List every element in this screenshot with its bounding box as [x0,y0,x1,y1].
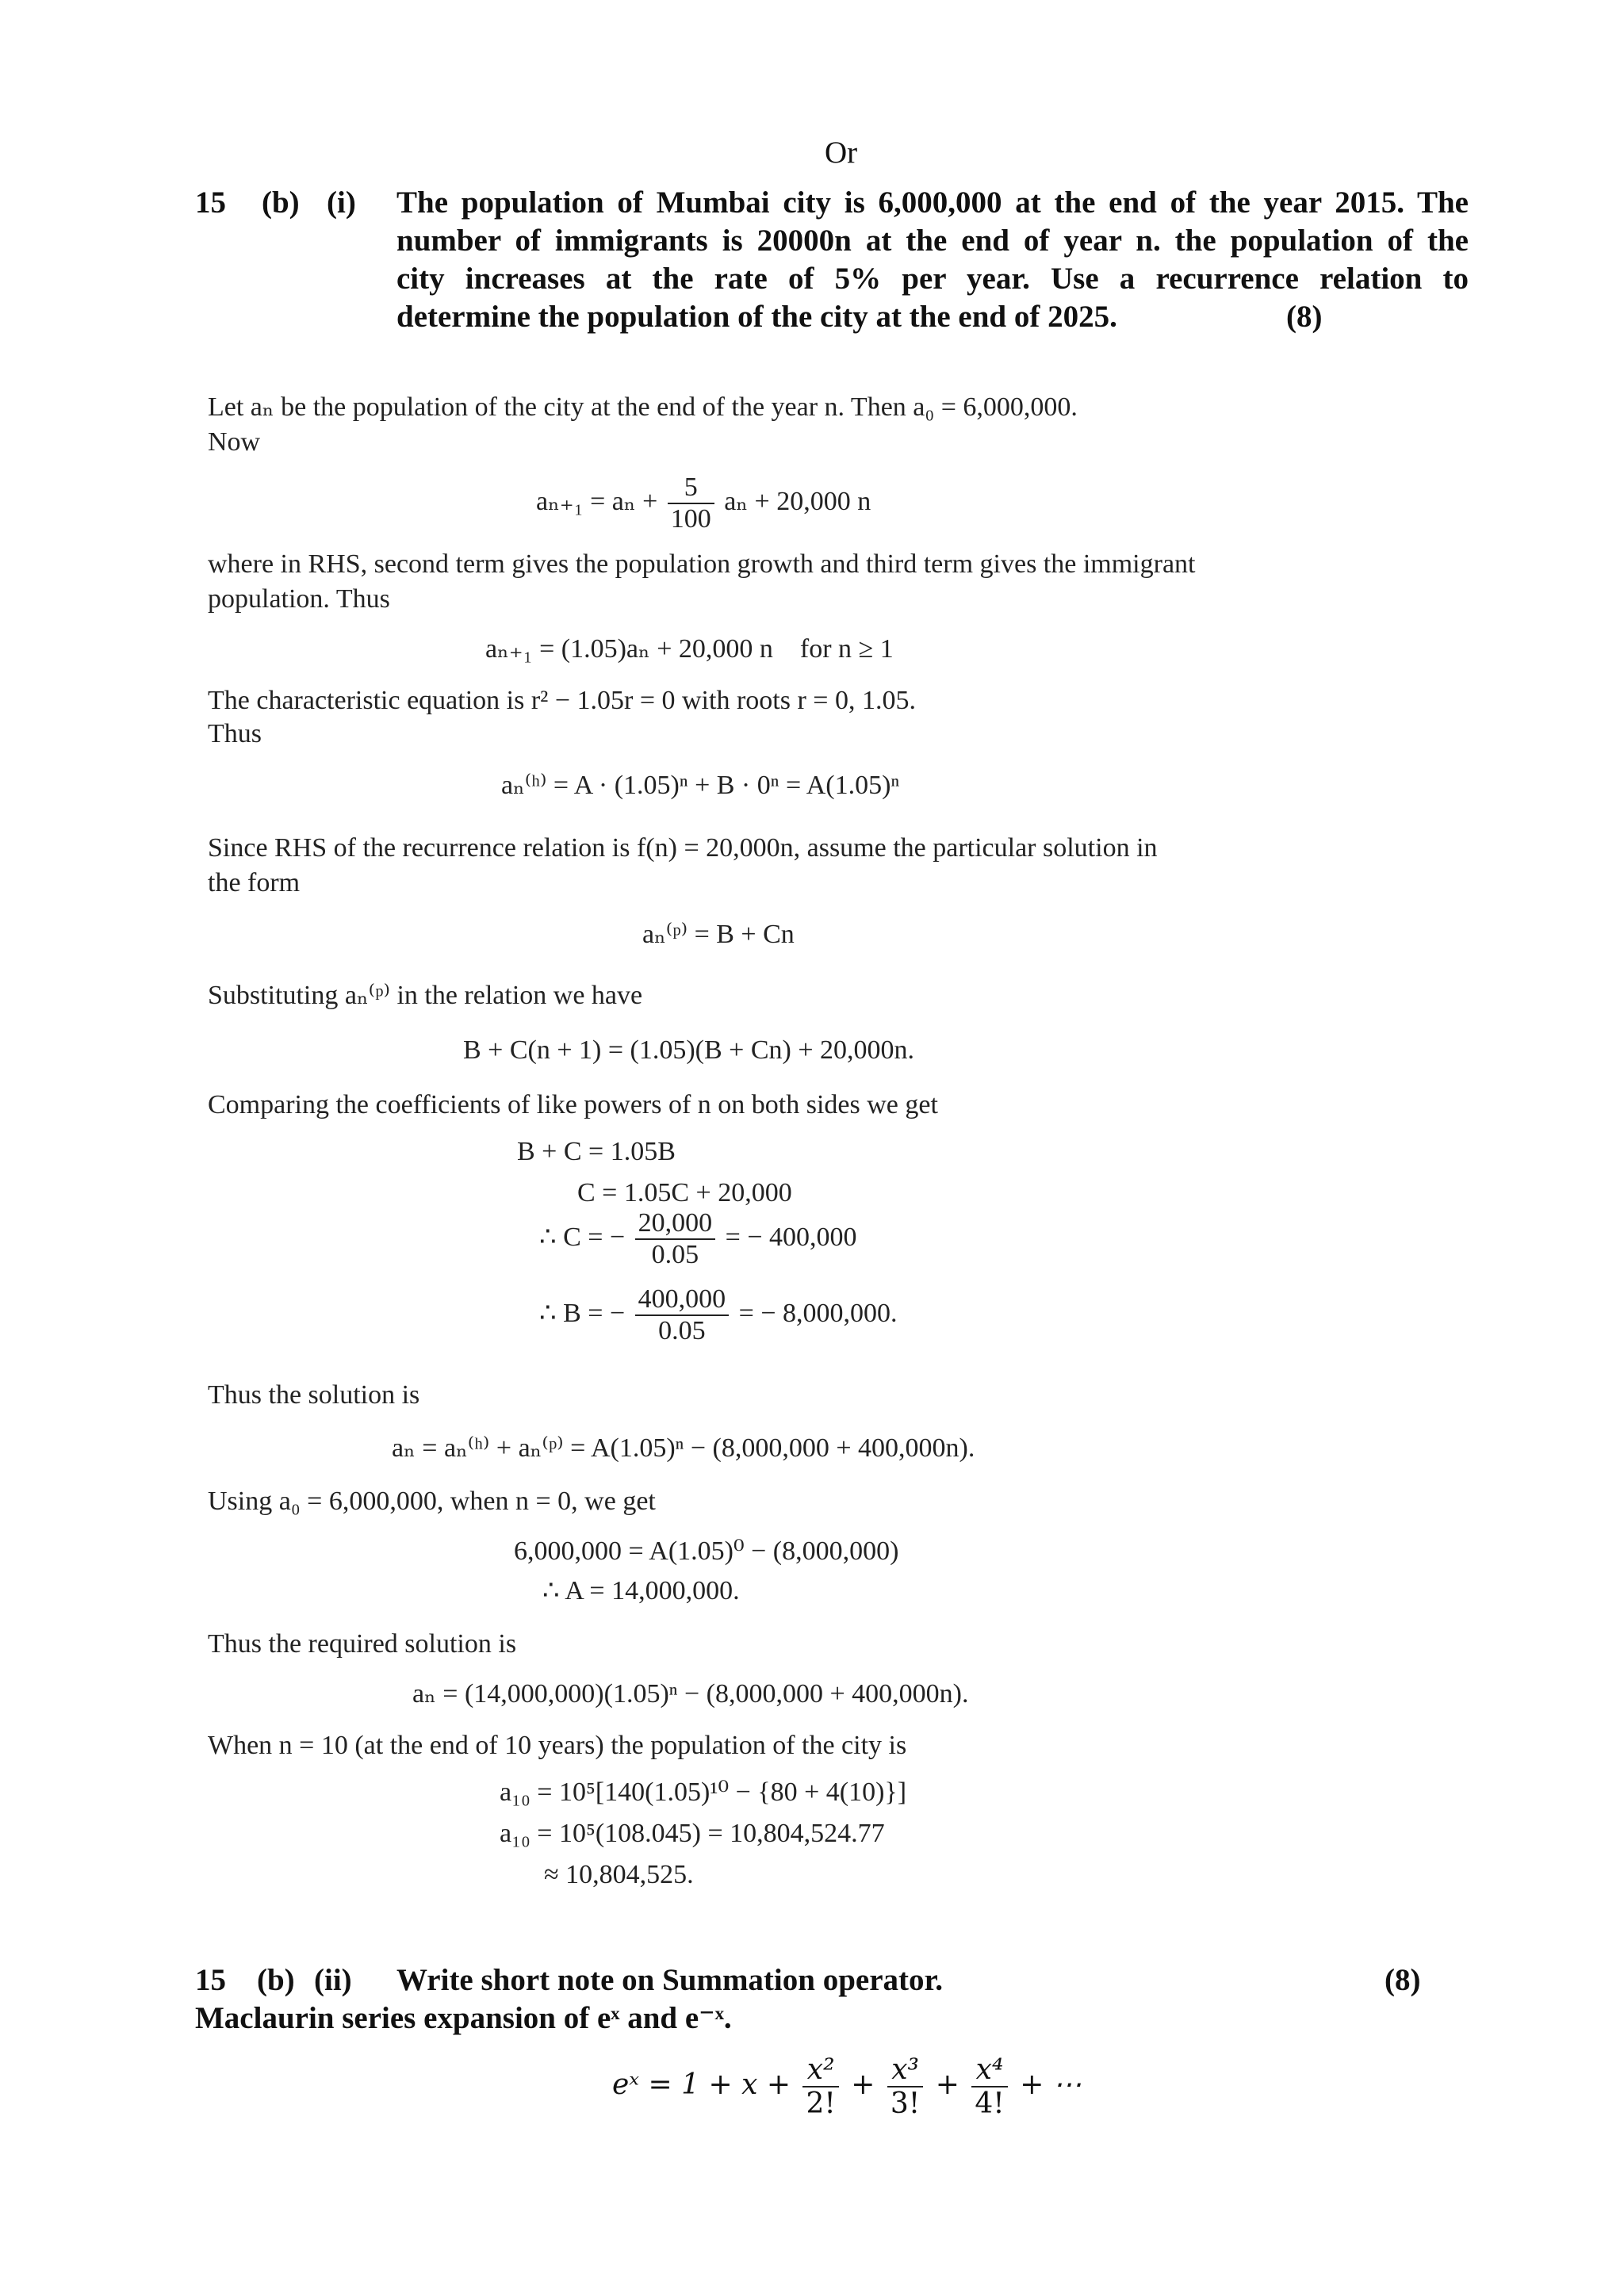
maclaurin-series [612,2053,1082,2120]
fraction-denominator: 100 [668,503,714,534]
fraction [887,2053,923,2120]
equation-part: ∴ C = − [539,1222,626,1252]
or-separator: Or [825,136,858,170]
question-line: city increases at the rate of 5% per year. Use a recurrence relation to [396,262,1469,296]
solution-text: Using a₀ = 6,000,000, when n = 0, we get [208,1487,656,1516]
solution-text: The characteristic equation is r² − 1.05r = 0 with roots r = 0, 1.05. [208,686,916,715]
question-part: (b) [257,1963,295,1997]
fraction-numerator: x³ [891,2053,919,2086]
equation-a-value: ∴ A = 14,000,000. [542,1576,740,1605]
fraction [971,2053,1007,2120]
question-line: determine the population of the city at the end of 2025. [396,300,1117,334]
fraction-denominator: 0.05 [635,1238,716,1270]
solution-text: Thus the required solution is [208,1629,517,1659]
equation-simplified: aₙ₊₁ = (1.05)aₙ + 20,000 n for n ≥ 1 [485,634,894,664]
fraction-denominator: 0.05 [635,1314,730,1346]
equation-homogeneous: aₙ⁽ʰ⁾ = A · (1.05)ⁿ + B · 0ⁿ = A(1.05)ⁿ [501,771,900,800]
solution-text: population. Thus [208,584,390,614]
equation-approx-result: ≈ 10,804,525. [544,1860,694,1889]
fraction-numerator: x⁴ [975,2053,1004,2086]
equation-particular: aₙ⁽ᵖ⁾ = B + Cn [642,920,795,949]
solution-text: Thus the solution is [208,1380,420,1410]
fraction [635,1284,730,1346]
equation-required-solution: aₙ = (14,000,000)(1.05)ⁿ − (8,000,000 + 400,000n). [412,1679,969,1709]
equation-part: aₙ + 20,000 n [724,486,871,516]
fraction-numerator: x² [806,2053,835,2086]
solution-text: Since RHS of the recurrence relation is f(n) = 20,000n, assume the particular solution in [208,833,1158,863]
solution-text: Comparing the coefficients of like powers of n on both sides we get [208,1090,938,1119]
equation-part: aₙ₊₁ = aₙ + [536,486,658,516]
question-text: Write short note on Summation operator. [396,1963,943,1997]
equation-recurrence [536,473,871,534]
equation-general-solution: aₙ = aₙ⁽ʰ⁾ + aₙ⁽ᵖ⁾ = A(1.05)ⁿ − (8,000,000 + 400,000n). [392,1433,975,1463]
equation-substitution: B + C(n + 1) = (1.05)(B + Cn) + 20,000n. [463,1035,915,1065]
question-number: 15 [195,186,226,220]
fraction [635,1208,716,1270]
equation-part: = − 400,000 [725,1222,857,1252]
equation-part: ∴ B = − [539,1298,626,1328]
question-text: Maclaurin series expansion of eˣ and e⁻ˣ. [195,2001,732,2035]
fraction [802,2053,838,2120]
fraction-denominator: 2! [802,2086,838,2120]
series-part: + ⋯ [1020,2068,1082,2101]
question-part: (b) [262,186,300,220]
question-marks: (8) [1385,1963,1421,1997]
fraction-denominator: 3! [887,2086,923,2120]
question-marks: (8) [1286,300,1323,334]
solution-text: Thus [208,719,262,748]
question-subpart: (i) [327,186,356,220]
solution-text: the form [208,868,301,897]
equation-a10: a₁₀ = 10⁵[140(1.05)¹⁰ − {80 + 4(10)}] [500,1777,907,1807]
fraction-numerator: 5 [684,473,698,502]
fraction-numerator: 20,000 [638,1208,713,1238]
solution-text: Let aₙ be the population of the city at the end of the year n. Then a₀ = 6,000,000. [208,392,1078,422]
question-line: number of immigrants is 20000n at the end of year n. the population of the [396,224,1469,258]
equation-b-value [539,1284,898,1346]
fraction [668,473,714,534]
solution-text: Substituting aₙ⁽ᵖ⁾ in the relation we have [208,981,643,1010]
solution-text: where in RHS, second term gives the population growth and third term gives the immigrant [208,549,1196,579]
fraction-numerator: 400,000 [638,1284,726,1314]
solution-text: Now [208,427,261,457]
equation-c-value [539,1208,857,1270]
equation-coefficient: C = 1.05C + 20,000 [577,1178,792,1207]
series-part: eˣ = 1 + x + [612,2068,791,2101]
equation-coefficient: B + C = 1.05B [517,1137,676,1166]
question-subpart: (ii) [314,1963,352,1997]
series-part: + [851,2068,875,2101]
fraction-denominator: 4! [971,2086,1007,2120]
solution-text: When n = 10 (at the end of 10 years) the population of the city is [208,1731,907,1760]
equation-part: = − 8,000,000. [738,1298,898,1328]
equation-initial-condition: 6,000,000 = A(1.05)⁰ − (8,000,000) [514,1536,899,1566]
question-line: The population of Mumbai city is 6,000,000 at the end of the year 2015. The [396,186,1469,220]
question-number: 15 [195,1963,226,1997]
equation-a10-value: a₁₀ = 10⁵(108.045) = 10,804,524.77 [500,1819,885,1848]
series-part: + [935,2068,959,2101]
